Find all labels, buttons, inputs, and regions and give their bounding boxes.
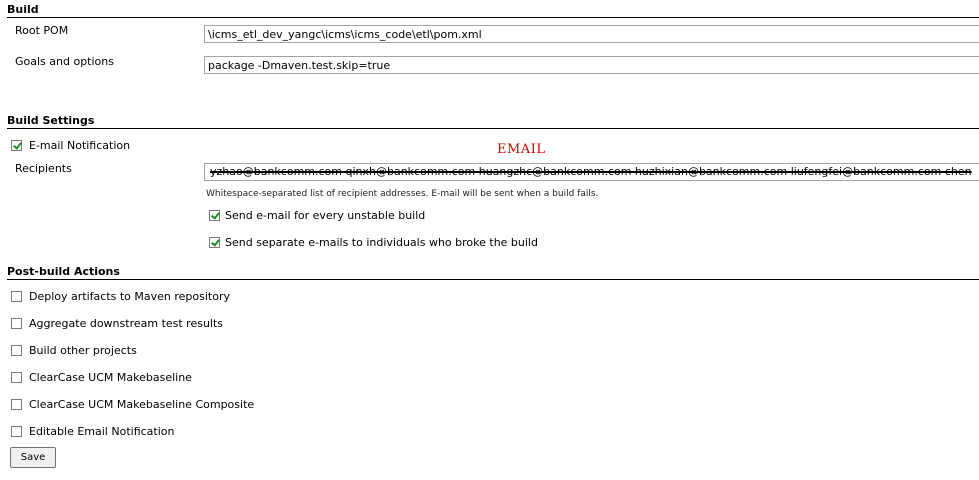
recipients-help-text: Whitespace-separated list of recipient addresses. E-mail will be sent when a build fails.: [206, 189, 599, 199]
post-build-item-editable-email[interactable]: [11, 425, 174, 438]
recipients-input[interactable]: [204, 163, 979, 181]
post-build-section-header: Post-build Actions: [7, 265, 979, 280]
unstable-build-row[interactable]: [209, 209, 425, 222]
separate-emails-label: Send separate e-mails to individuals who broke the build: [225, 236, 538, 249]
deploy-artifacts-label: Deploy artifacts to Maven repository: [29, 290, 230, 303]
email-notification-checkbox[interactable]: [11, 140, 22, 151]
build-other-projects-label: Build other projects: [29, 344, 137, 357]
clearcase-composite-label: ClearCase UCM Makebaseline Composite: [29, 398, 255, 411]
post-build-item-aggregate-tests[interactable]: [11, 317, 223, 330]
recipients-value: yzhao@bankcomm.com qinxh@bankcomm.com huangzhc@bankcomm.com huzhixian@bankcomm.com liufengfei@bankcomm.com chen: [210, 165, 972, 178]
aggregate-tests-label: Aggregate downstream test results: [29, 317, 224, 330]
editable-email-label: Editable Email Notification: [29, 425, 175, 438]
editable-email-checkbox[interactable]: [11, 426, 22, 437]
save-button[interactable]: Save: [10, 447, 56, 468]
email-annotation: EMAIL: [497, 142, 546, 157]
clearcase-composite-checkbox[interactable]: [11, 399, 22, 410]
email-notification-label: E-mail Notification: [29, 139, 131, 152]
build-settings-section-header: Build Settings: [7, 114, 979, 129]
post-build-item-clearcase-makebaseline[interactable]: [11, 371, 192, 384]
post-build-item-build-other-projects[interactable]: [11, 344, 137, 357]
separate-emails-row[interactable]: [209, 236, 538, 249]
post-build-item-clearcase-composite[interactable]: [11, 398, 254, 411]
deploy-artifacts-checkbox[interactable]: [11, 291, 22, 302]
unstable-build-label: Send e-mail for every unstable build: [225, 209, 426, 222]
build-section-header: Build: [7, 3, 979, 18]
root-pom-label: Root POM: [15, 24, 69, 37]
separate-emails-checkbox[interactable]: [209, 237, 220, 248]
recipients-label: Recipients: [15, 162, 72, 175]
email-notification-row[interactable]: [11, 139, 130, 152]
build-other-projects-checkbox[interactable]: [11, 345, 22, 356]
root-pom-input[interactable]: [204, 25, 979, 43]
clearcase-makebaseline-checkbox[interactable]: [11, 372, 22, 383]
aggregate-tests-checkbox[interactable]: [11, 318, 22, 329]
clearcase-makebaseline-label: ClearCase UCM Makebaseline: [29, 371, 192, 384]
unstable-build-checkbox[interactable]: [209, 210, 220, 221]
post-build-item-deploy-artifacts[interactable]: [11, 290, 230, 303]
goals-options-label: Goals and options: [15, 55, 114, 68]
goals-options-input[interactable]: [204, 56, 979, 74]
